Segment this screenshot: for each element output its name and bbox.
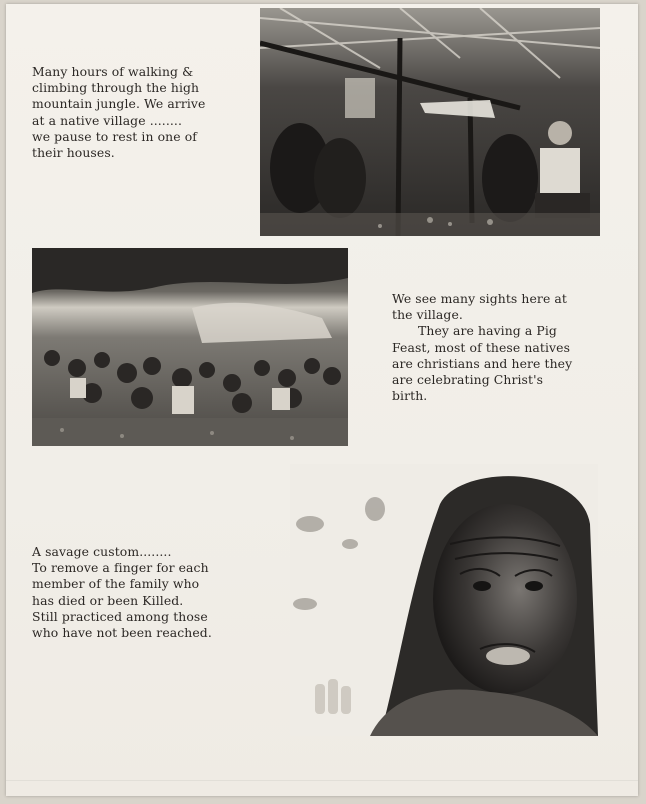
walk-caption <box>32 64 252 161</box>
custom-caption <box>32 544 272 641</box>
village-line: are christians and here they <box>392 355 573 371</box>
walk-line: at a native village ........ <box>32 112 182 128</box>
portrait-image <box>290 464 598 736</box>
walk-line: their houses. <box>32 145 115 161</box>
walk-line: Many hours of walking & <box>32 64 194 79</box>
pig-feast-crowd-photo <box>32 248 348 446</box>
document-page <box>6 4 638 796</box>
custom-line: A savage custom........ <box>32 544 172 559</box>
hut-interior-image <box>260 8 600 236</box>
custom-line: member of the family who <box>32 576 200 592</box>
village-line: We see many sights here at <box>392 291 567 306</box>
crowd-image <box>32 248 348 446</box>
custom-line: To remove a finger for each <box>32 560 209 576</box>
village-line: are celebrating Christ's <box>392 372 544 388</box>
village-line: birth. <box>392 388 428 404</box>
village-line: the village. <box>392 307 463 323</box>
village-line: Feast, most of these natives <box>392 339 571 355</box>
village-line: They are having a Pig <box>418 323 557 339</box>
hut-interior-photo <box>260 8 600 236</box>
walk-line: we pause to rest in one of <box>32 128 197 144</box>
walk-line: mountain jungle. We arrive <box>32 96 206 112</box>
custom-line: has died or been Killed. <box>32 592 184 608</box>
village-caption <box>392 291 622 404</box>
custom-line: who have not been reached. <box>32 625 212 641</box>
walk-line: climbing through the high <box>32 80 200 96</box>
paper-crease <box>6 780 638 781</box>
elder-portrait-photo <box>290 464 598 736</box>
custom-line: Still practiced among those <box>32 608 208 624</box>
